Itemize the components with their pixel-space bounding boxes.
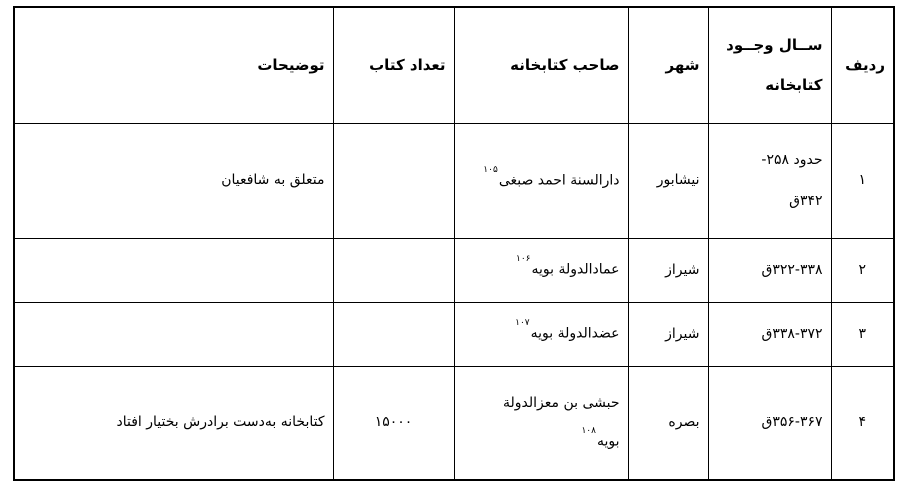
owner-name: دارالسنة احمد صبغی [498,172,620,189]
footnote-ref: ۱۰۷ [515,318,530,329]
row-number: ۳ [831,302,894,366]
header-period [708,7,831,123]
owner-name-line2: بویه [596,434,620,451]
table-row [14,123,894,238]
footnote-ref: ۱۰۵ [483,164,498,175]
header-period-line1: ســال وجــود [726,36,823,55]
owner-name: عضدالدولة بویه [530,325,620,342]
header-owner: صاحب کتابخانه [454,7,628,123]
row-number: ۱ [831,123,894,238]
period-cell [708,123,831,238]
city-cell: نیشابور [628,123,708,238]
period-cell [708,238,831,302]
book-count-cell [333,123,454,238]
period-line1: حدود ۲۵۸- [761,151,823,168]
header-book-count: تعداد کتاب [333,7,454,123]
period-cell [708,366,831,480]
period-line1: ۳۳۸-۳۷۲ق [761,325,823,342]
row-number: ۲ [831,238,894,302]
header-row [14,7,894,123]
notes-cell [14,302,333,366]
table-row [14,302,894,366]
table-row [14,238,894,302]
city-cell: بصره [628,366,708,480]
period-cell [708,302,831,366]
header-notes: توضیحات [14,7,333,123]
table-row [14,366,894,480]
city-cell: شیراز [628,302,708,366]
owner-cell [454,123,628,238]
owner-cell [454,238,628,302]
header-city: شهر [628,7,708,123]
owner-name-cont [463,426,620,451]
header-period-line2: کتابخانه [765,76,823,95]
owner-cell [454,366,628,480]
footnote-ref: ۱۰۶ [516,254,531,265]
period-line1: ۳۵۶-۳۶۷ق [761,414,823,431]
notes-cell: کتابخانه به‌دست برادرش بختیار افتاد [14,366,333,480]
city-cell: شیراز [628,238,708,302]
book-count-cell [333,238,454,302]
book-count-cell: ۱۵۰۰۰ [333,366,454,480]
owner-name: حبشی بن معزالدولة [502,394,620,411]
period-line1: ۳۲۲-۳۳۸ق [761,261,823,278]
owner-cell [454,302,628,366]
owner-name: عمادالدولة بویه [531,261,620,278]
libraries-table [13,6,895,481]
notes-cell: متعلق به شافعیان [14,123,333,238]
book-count-cell [333,302,454,366]
row-number: ۴ [831,366,894,480]
header-row-number: ردیف [831,7,894,123]
notes-cell [14,238,333,302]
footnote-ref: ۱۰۸ [581,426,596,437]
period-line2: ۳۴۲ق [789,192,823,209]
